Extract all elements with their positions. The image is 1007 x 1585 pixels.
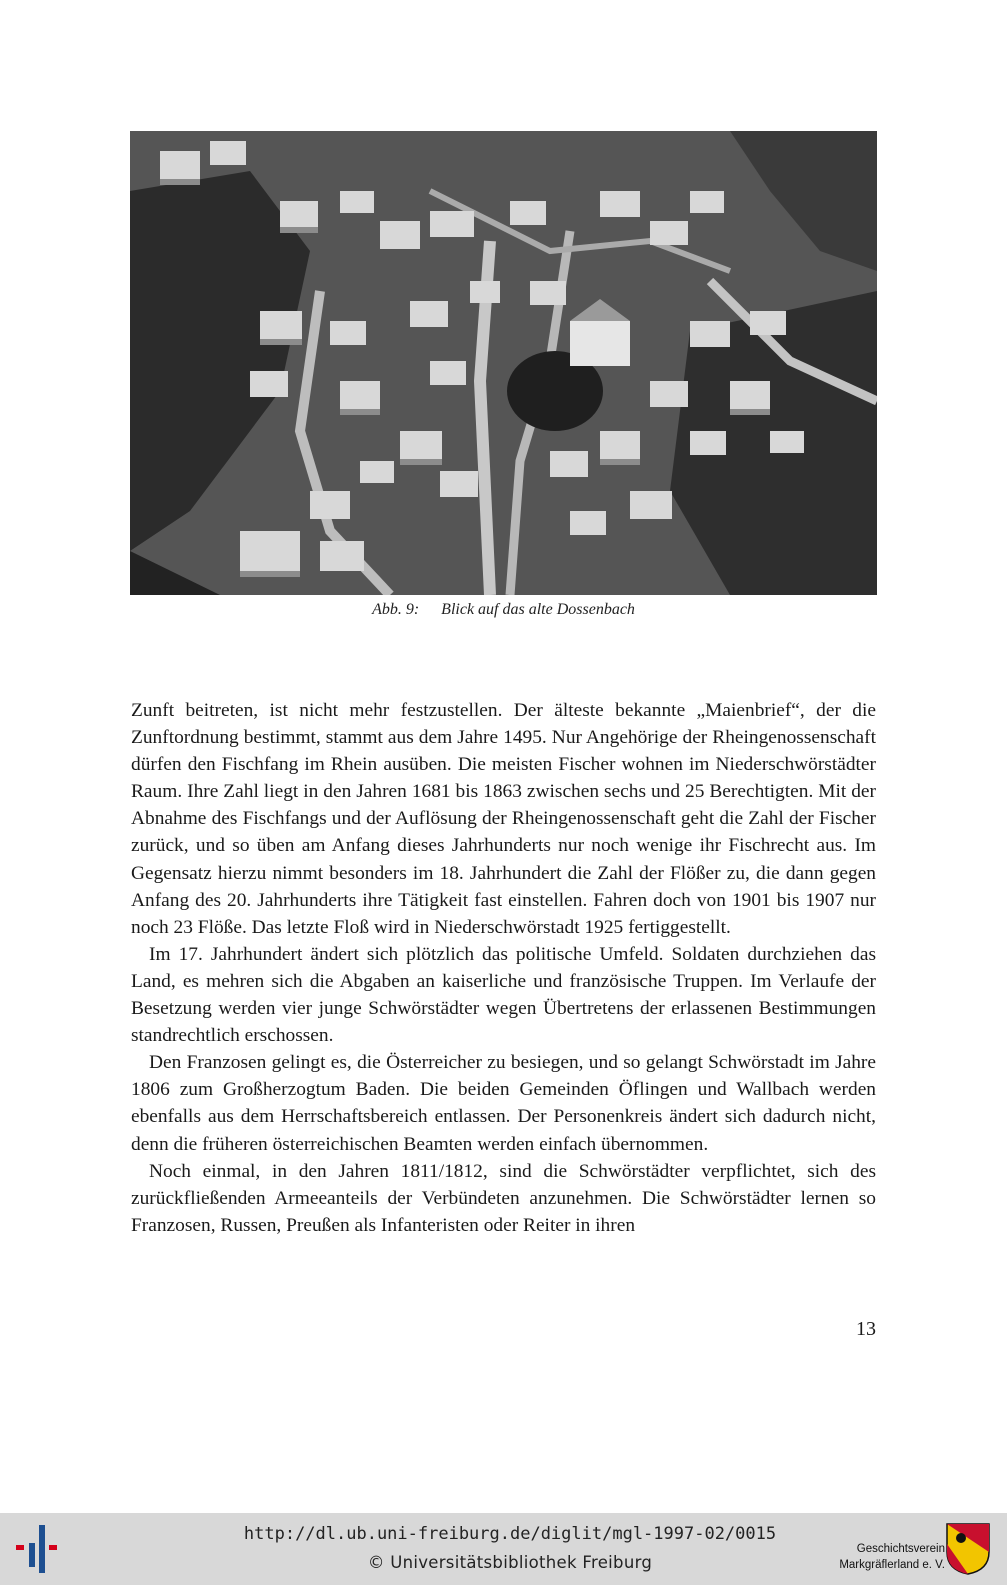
caption-label: Abb. 9: — [372, 601, 420, 618]
figure-caption — [130, 601, 877, 619]
copyright-text: © Universitätsbibliothek Freiburg — [367, 1553, 653, 1572]
paragraph-3: Den Franzosen gelingt es, die Österreicher zu besiegen, und so gelangt Schwörstadt im Jahre 1806 zum Großherzogtum Baden. Die beiden Gemeinden Öflingen und Wallbach werden ebenfalls aus dem Herrschaftsbereich entlassen. Der Personenkreis ändert sich dadurch nicht, denn die früheren österreichischen Beamten werden einfach übernommen. — [131, 1052, 876, 1155]
paragraph-2: Im 17. Jahrhundert ändert sich plötzlich das politische Umfeld. Soldaten durchziehen das Land, es mehren sich die Abgaben an kaiserliche und französische Truppen. Im Verlaufe der Besetzung werden vier junge Schwörstädter wegen Übertretens der erlassenen Bestimmungen standrechtlich erschossen. — [131, 943, 876, 1047]
society-crest-icon — [945, 1522, 991, 1576]
caption-text: Blick auf das alte Dossenbach — [441, 601, 635, 618]
paragraph-1: Zunft beitreten, ist nicht mehr festzustellen. Der älteste bekannte „Maienbrief“, der die Zunftordnung bestimmt, stammt aus dem Jahre 1495. Nur Angehörige der Rheingenossenschaft dürfen den Fischfang im Rhein ausüben. Die meisten Fischer wohnen im Niederschwörstädter Raum. Ihre Zahl liegt in den Jahren 1681 bis 1863 zwischen sechs und 25 Berechtigten. Mit der Abnahme des Fischfangs und der Auflösung der Rheingenossenschaft geht die Zahl der Fischer zurück, und so üben am Anfang dieses Jahrhunderts nur noch wenige ihr Fischrecht aus. Im Gegensatz hierzu nimmt besonders im 18. Jahrhundert die Zahl der Flößer zu, die dann gegen Anfang des 20. Jahrhunderts ihre Tätigkeit fast einstellen. Fahren doch von 1901 bis 1907 nur noch 23 Flöße. Das letzte Floß wird in Niederschwörstadt 1925 fertiggestellt. — [131, 700, 876, 938]
footer-bar — [0, 1513, 1007, 1585]
aerial-photo-drawing — [130, 131, 877, 595]
page-number: 13 — [856, 1318, 876, 1340]
society-line-2: Markgräflerland e. V. — [839, 1559, 945, 1571]
document-url-link[interactable]: http://dl.ub.uni-freiburg.de/diglit/mgl-1997-02/0015 — [243, 1524, 777, 1544]
paragraph-4: Noch einmal, in den Jahren 1811/1812, sind die Schwörstädter verpflichtet, sich des zurückfließenden Armeeanteils der Verbündeten anzunehmen. Die Schwörstädter lernen so Franzosen, Russen, Preußen als Infanteristen oder Reiter in ihren — [131, 1160, 876, 1236]
society-line-1: Geschichtsverein — [856, 1543, 945, 1555]
aerial-photo — [130, 131, 877, 595]
ub-freiburg-logo-icon — [16, 1525, 64, 1573]
society-name — [805, 1541, 945, 1573]
body-text — [131, 697, 876, 1239]
